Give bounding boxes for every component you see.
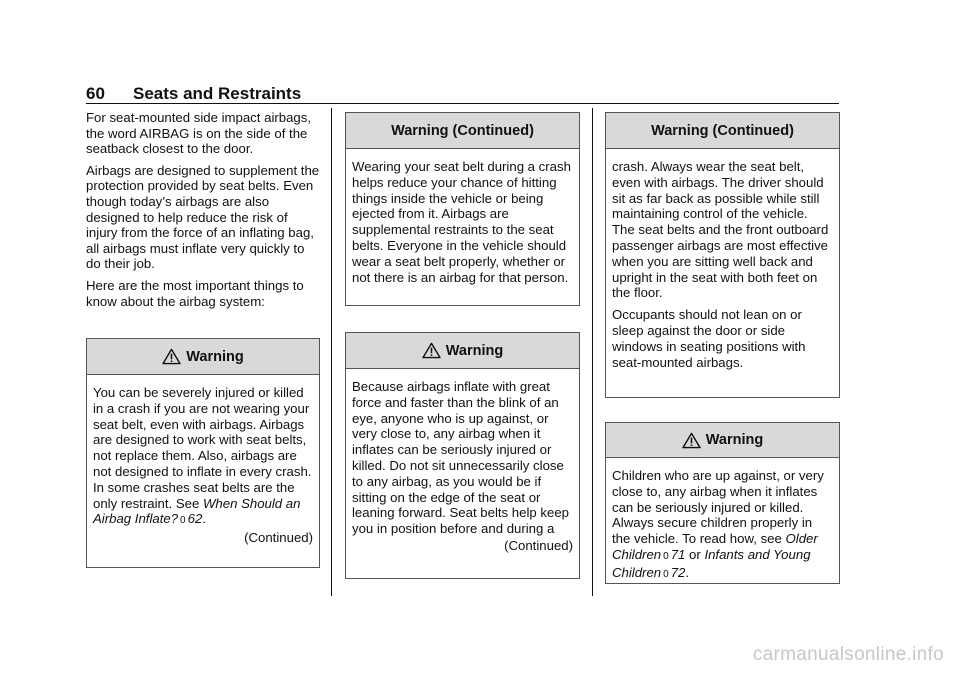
warning-continued-box <box>345 112 580 306</box>
warning-text: crash. Always wear the seat belt, even with airbags. The driver should sit as far back as possible while still maintaining control of the vehicle. The seat belts and the front outboard passenger airbags are most effective when you are sitting well back and upright in the seat with both feet on the floor. <box>612 159 829 301</box>
warning-continued-box <box>605 112 840 398</box>
warning-triangle-icon <box>162 348 181 365</box>
page-reference[interactable]: 72 <box>670 564 686 580</box>
warning-text: Because airbags inflate with great force and faster than the blink of an eye, anyone who is up against, or very close to, any airbag when it inflates can be seriously injured or killed. Do not sit unnecessarily close to any airbag, as you would be if sitting on the edge of the seat or leaning forward. Seat belts help keep you in position before and during a <box>352 379 570 537</box>
paragraph: Here are the most important things to know about the airbag system: <box>86 277 304 309</box>
cross-reference-link[interactable]: Older Children <box>612 531 818 562</box>
warning-title: Warning <box>445 342 504 359</box>
page-reference[interactable]: 62 <box>187 511 203 527</box>
warning-body <box>606 458 839 589</box>
warning-title: Warning (Continued) <box>651 122 794 139</box>
paragraph: For seat-mounted side impact airbags, the word AIRBAG is on the side of the seatback closest to the door. <box>86 110 312 157</box>
column-1 <box>86 110 322 315</box>
conjunction: or <box>689 546 701 562</box>
column-divider <box>331 108 332 596</box>
page-number: 60 <box>86 84 105 103</box>
warning-body <box>606 149 839 382</box>
warning-title: Warning <box>186 348 244 365</box>
cross-reference-link[interactable]: Infants and Young Children <box>612 546 811 580</box>
column-divider <box>592 108 593 596</box>
watermark: carmanualsonline.info <box>752 644 944 665</box>
warning-header <box>606 423 839 458</box>
punctuation: . <box>685 564 690 580</box>
warning-text: Wearing your seat belt during a crash helps reduce your chance of hitting things inside the vehicle or being ejected from it. Airbags are supplemental restraints to the seat belts. Everyone in the vehicle should wear a seat belt properly, whether or not there is an airbag for that person. <box>352 159 571 285</box>
warning-body <box>87 375 319 552</box>
punctuation: . <box>202 511 206 527</box>
warning-box <box>86 338 320 568</box>
header-rule <box>86 103 839 104</box>
warning-body <box>346 149 579 291</box>
warning-text: Occupants should not lean on or sleep against the door or side windows in seating positions with seat-mounted airbags. <box>612 307 806 370</box>
page-ref-icon: 0 <box>663 568 669 580</box>
warning-header <box>346 113 579 149</box>
page-reference[interactable]: 71 <box>670 546 686 562</box>
warning-title: Warning <box>705 432 764 448</box>
page-ref-icon: 0 <box>180 515 186 527</box>
warning-box <box>345 332 580 579</box>
cross-reference-link[interactable]: When Should an Airbag Inflate? <box>93 495 301 527</box>
warning-box <box>605 422 840 584</box>
continued-label: (Continued) <box>244 530 313 546</box>
warning-text: Children who are up against, or very close to, any airbag when it inflates can be seriously injured or killed. Always secure children properly in the vehicle. To read how, see <box>612 468 824 547</box>
warning-body <box>346 369 579 560</box>
warning-header <box>606 113 839 149</box>
warning-text: You can be severely injured or killed in a crash if you are not wearing your seat belt, even with airbags. Airbags are designed to work with seat belts, not replace them. Also, airbags are not designed to inflate in every crash. In some crashes seat belts are the only restraint. See <box>93 385 312 511</box>
warning-header <box>346 333 579 369</box>
warning-title: Warning (Continued) <box>391 122 534 139</box>
section-title: Seats and Restraints <box>133 84 302 103</box>
paragraph: Airbags are designed to supplement the protection provided by seat belts. Even though today’s airbags are also designed to help reduce the risk of injury from the force of an inflating bag, all airbags must inflate very quickly to do their job. <box>86 162 320 272</box>
warning-header <box>87 339 319 375</box>
page-ref-icon: 0 <box>663 550 669 562</box>
warning-triangle-icon <box>682 432 701 449</box>
continued-label: (Continued) <box>504 537 573 553</box>
warning-triangle-icon <box>422 342 441 359</box>
